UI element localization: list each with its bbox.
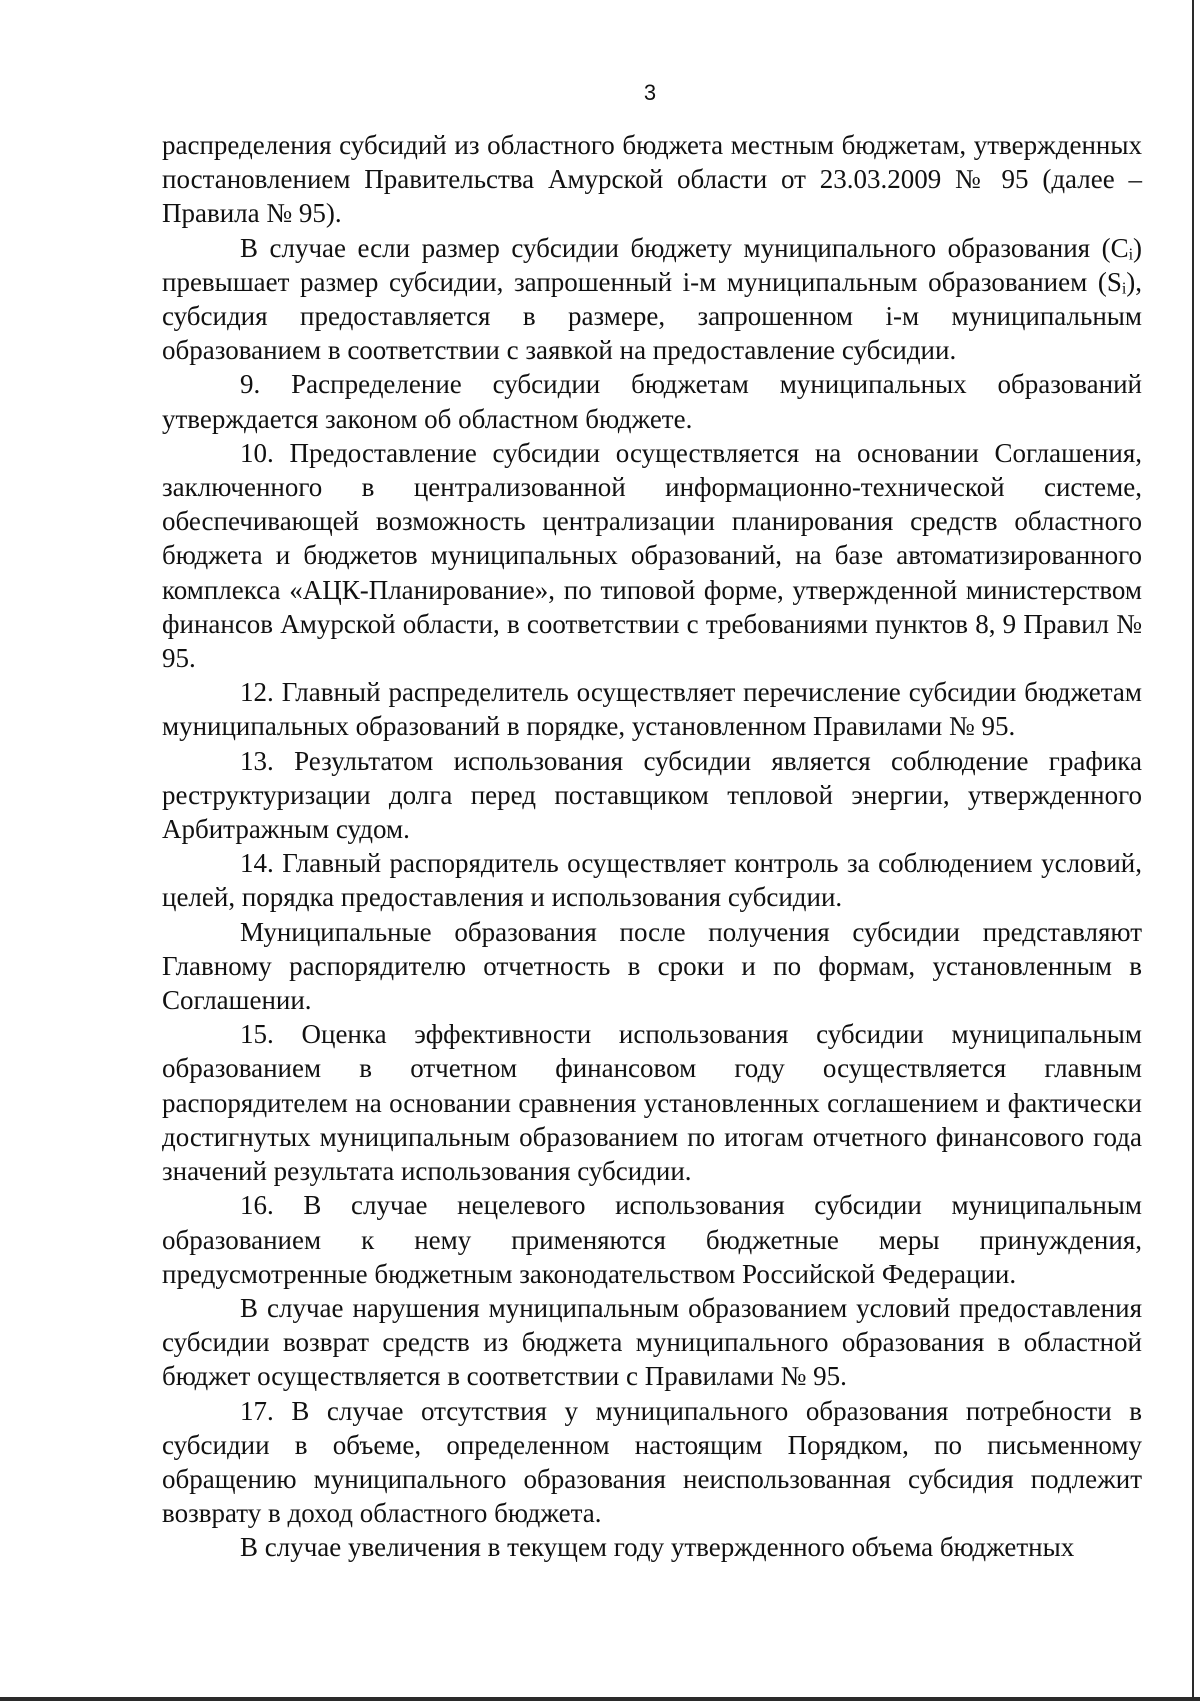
paragraph: распределения субсидий из областного бюджета местным бюджетам, утвержденных постановлением Правительства Амурской области от 23.03.2009 № 95 (далее – Правила № 95). xyxy=(162,130,1142,229)
paragraph: В случае увеличения в текущем году утвержденного объема бюджетных xyxy=(240,1532,1075,1563)
scan-edge-bottom xyxy=(0,1697,1200,1701)
page-number: 3 xyxy=(643,80,657,105)
paragraph: 14. Главный распорядитель осуществляет контроль за соблюдением условий, целей, порядка предоставления и использования субсидии. xyxy=(162,848,1142,913)
paragraph: 17. В случае отсутствия у муниципального образования потребности в субсидии в объеме, определенном настоящим Порядком, по письменному обращению муниципального образования неиспользованная субсидия подлежит возврату в доход областного бюджета. xyxy=(162,1395,1142,1529)
paragraph: 10. Предоставление субсидии осуществляется на основании Соглашения, заключенного в централизованной информационно-технической системе, обеспечивающей возможность централизации планирования средств областного бюджета и бюджетов муниципальных образований, на базе автоматизированного комплекса «АЦК-Планирование», по типовой форме, утвержденной министерством финансов Амурской области, в соответствии с требованиями пунктов 8, 9 Правил № 95. xyxy=(162,437,1142,674)
document-body xyxy=(162,128,1142,1565)
paragraph: 13. Результатом использования субсидии является соблюдение графика реструктуризации долга перед поставщиком тепловой энергии, утвержденного Арбитражным судом. xyxy=(162,745,1142,845)
paragraph: 15. Оценка эффективности использования субсидии муниципальным образованием в отчетном финансовом году осуществляется главным распорядителем на основании сравнения установленных соглашением и фактически достигнутых муниципальным образованием по итогам отчетного финансового года значений результата использования субсидии. xyxy=(162,1019,1142,1187)
paragraph: 16. В случае нецелевого использования субсидии муниципальным образованием к нему применяются бюджетные меры принуждения, предусмотренные бюджетным законодательством Российской Федерации. xyxy=(162,1190,1142,1289)
paragraph: 9. Распределение субсидии бюджетам муниципальных образований утверждается законом об областном бюджете. xyxy=(162,369,1142,434)
paragraph: Муниципальные образования после получения субсидии представляют Главному распорядителю отчетность в сроки и по формам, установленным в Соглашении. xyxy=(162,916,1142,1016)
paragraph: В случае нарушения муниципальным образованием условий предоставления субсидии возврат средств из бюджета муниципального образования в областной бюджет осуществляется в соответствии с Правилами № 95. xyxy=(162,1292,1142,1392)
scan-edge-right xyxy=(1192,0,1194,1701)
paragraph: В случае если размер субсидии бюджету муниципального образования (Cᵢ) превышает размер субсидии, запрошенный i-м муниципальным образованием (Sᵢ), субсидия предоставляется в размере, запрошенном i-м муниципальным образованием в соответствии с заявкой на предоставление субсидии. xyxy=(162,232,1142,366)
paragraph: 12. Главный распределитель осуществляет перечисление субсидии бюджетам муниципальных образований в порядке, установленном Правилами № 95. xyxy=(162,677,1142,742)
